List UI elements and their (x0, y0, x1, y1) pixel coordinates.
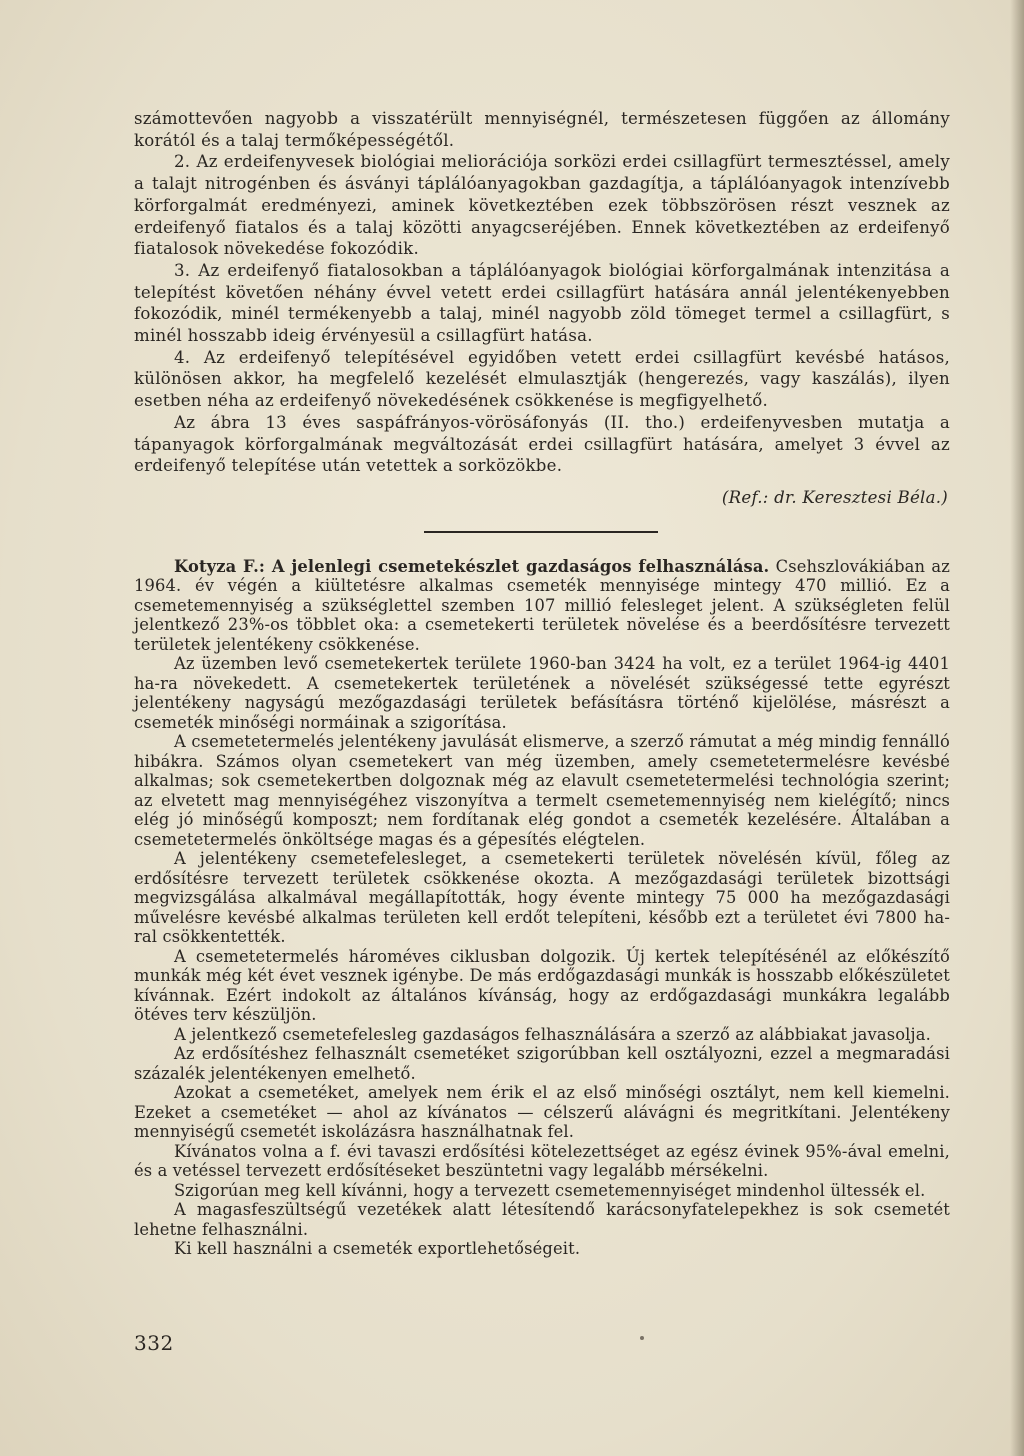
article-heading: Kotyza F.: A jelenlegi csemetekészlet gazdaságos felhasználása. (174, 556, 770, 576)
paragraph: Az erdősítéshez felhasznált csemetéket szigorúbban kell osztályozni, ezzel a megmaradási százalék jelentékenyen emelhető. (134, 1044, 950, 1083)
page-number: 332 (134, 1331, 174, 1355)
section-seedling-stock (134, 557, 950, 1259)
paragraph: Szigorúan meg kell kívánni, hogy a tervezett csemetemennyiséget mindenhol ültessék el. (174, 1180, 926, 1200)
page-edge-shadow (1010, 0, 1024, 1456)
paragraph: A magasfeszültségű vezetékek alatt létesítendő karácsonyfatelepekhez is sok csemetét lehetne felhasználni. (134, 1200, 950, 1239)
paragraph: Az ábra 13 éves saspáfrányos-vörösáfonyás (II. tho.) erdeifenyvesben mutatja a tápanyagok körforgalmának megváltozását erdei csillagfürt hatására, amelyet 3 évvel az erdeifenyő telepítése után vetettek a sorközökbe. (134, 412, 950, 476)
article-intro-text: Csehszlovákiában az 1964. év végén a kiültetésre alkalmas csemeték mennyisége mintegy 470 millió. Ez a csemetemennyiség a szükséglettel szemben 107 millió felesleget jelent. A szükségleten felül jelentkező 23%-os többlet oka: a csemetekerti területek növelése és a beerdősítésre tervezett területek jelentékeny csökkenése. (134, 556, 950, 654)
paragraph: 4. Az erdeifenyő telepítésével egyidőben vetett erdei csillagfürt kevésbé hatásos, különösen akkor, ha megfelelő kezelését elmulasztják (hengerezés, vagy kaszálás), ilyen esetben néha az erdeifenyő növekedésének csökkenése is megfigyelhető. (134, 347, 950, 411)
paragraph: számottevően nagyobb a visszatérült mennyiségnél, természetesen függően az állomány korától és a talaj termőképességétől. (134, 109, 950, 150)
section-meliorization (134, 108, 950, 509)
paragraph: A jelentékeny csemetefelesleget, a csemetekerti területek növelésén kívül, főleg az erdősítésre tervezett területek csökkenése okozta. A mezőgazdasági területek bizottsági megvizsgálása alkalmával megállapították, hogy évente mintegy 75 000 ha mezőgazdasági művelésre kevésbé alkalmas területen kell erdőt telepíteni, később ezt a területet évi 7800 ha-ral csökkentették. (134, 849, 950, 947)
paragraph: Az üzemben levő csemetekertek területe 1960-ban 3424 ha volt, ez a terület 1964-ig 4401 ha-ra növekedett. A csemetekertek területének a növelését szükségessé tette egyrészt jelentékeny nagyságú mezőgazdasági területek befásításra történő kijelölése, másrészt a csemeték minőségi normáinak a szigorítása. (134, 654, 950, 732)
page-content (134, 108, 950, 1259)
paragraph: A csemetetermelés hároméves ciklusban dolgozik. Új kertek telepítésénél az előkészítő munkák még két évet vesznek igénybe. De más erdőgazdasági munkák is hosszabb előkészületet kívánnak. Ezért indokolt az általános kívánság, hogy az erdőgazdasági munkákra legalább ötéves terv készüljön. (134, 946, 950, 1025)
paragraph: 3. Az erdeifenyő fiatalosokban a táplálóanyagok biológiai körforgalmának intenzitása a telepítést követően néhány évvel vetett erdei csillagfürt hatására annál jelentékenyebben fokozódik, minél termékenyebb a talaj, minél nagyobb zöld tömeget termel a csillagfürt, s minél hosszabb ideig érvényesül a csillagfürt hatása. (134, 260, 950, 346)
section-divider (424, 531, 658, 533)
paragraph: Ki kell használni a csemeték exportlehetőségeit. (174, 1239, 581, 1259)
print-speck (640, 1336, 644, 1340)
paragraph: Kívánatos volna a f. évi tavaszi erdősítési kötelezettséget az egész évinek 95%-ával emelni, és a vetéssel tervezett erdősítéseket beszüntetni vagy legalább mérsékelni. (134, 1141, 950, 1181)
reference-line: (Ref.: dr. Keresztesi Béla.) (721, 487, 948, 507)
paragraph: 2. Az erdeifenyvesek biológiai meliorációja sorközi erdei csillagfürt termesztéssel, amely a talajt nitrogénben és ásványi táplálóanyagokban gazdagítja, a táplálóanyagok intenzívebb körforgalmát eredményezi, aminek következtében ezek többszörösen részt vesznek az erdeifenyő fiatalos és a talaj közötti anyagcseréjében. Ennek következtében az erdeifenyő fiatalosok növekedése fokozódik. (134, 152, 950, 259)
article-intro (134, 557, 950, 655)
paragraph: A csemetetermelés jelentékeny javulását elismerve, a szerző rámutat a még mindig fennálló hibákra. Számos olyan csemetekert van még üzemben, amely csemetetermelésre kevésbé alkalmas; sok csemetekertben dolgoznak még az elavult csemetetermelési technológia szerint; az elvetett mag mennyiségéhez viszonyítva a termelt csemetemennyiség nem kielégítő; nincs elég jó minőségű komposzt; nem fordítanak elég gondot a csemeték kezelésére. Általában a csemetetermelés önköltsége magas és a gépesítés elégtelen. (134, 732, 950, 849)
paragraph: Azokat a csemetéket, amelyek nem érik el az első minőségi osztályt, nem kell kiemelni. Ezeket a csemetéket — ahol az kívánatos — célszerű alávágni és megritkítani. Jelentékeny mennyiségű csemetét iskolázásra használhatnak fel. (134, 1083, 950, 1142)
paragraph: A jelentkező csemetefelesleg gazdaságos felhasználására a szerző az alábbiakat javasolja. (174, 1024, 931, 1044)
